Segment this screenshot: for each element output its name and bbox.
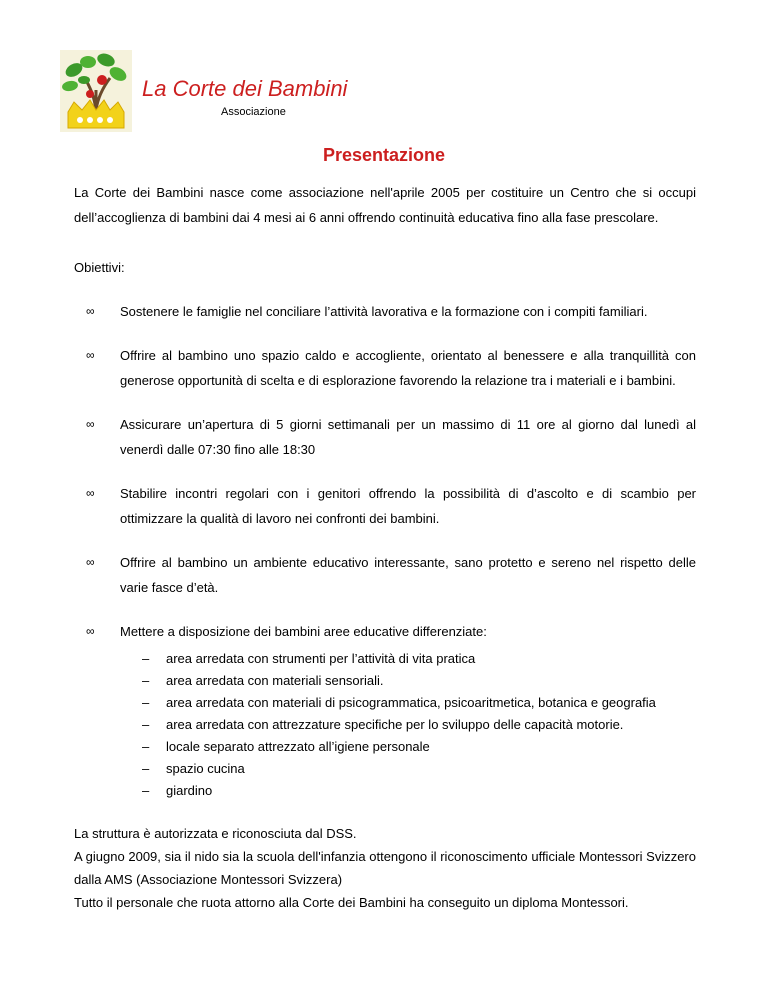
dash-icon: – bbox=[142, 761, 150, 776]
area-item: – area arredata con attrezzature specifiche per lo sviluppo delle capacità motorie. bbox=[120, 714, 696, 736]
area-item: – giardino bbox=[120, 780, 696, 802]
closing-line: Tutto il personale che ruota attorno alla Corte dei Bambini ha conseguito un diploma Montessori. bbox=[74, 895, 629, 910]
brand-subtitle: Associazione bbox=[221, 106, 286, 118]
dash-icon: – bbox=[142, 695, 150, 710]
closing-line: A giugno 2009, sia il nido sia la scuola dell'infanzia ottengono il riconoscimento ufficiale Montessori Svizzero dalla AMS (Associazione Montessori Svizzera) bbox=[74, 849, 696, 887]
list-item: ∞ Offrire al bambino un ambiente educativo interessante, sano protetto e sereno nel rispetto delle varie fasce d’età. bbox=[74, 550, 696, 600]
list-item: ∞ Assicurare un’apertura di 5 giorni settimanali per un massimo di 11 ore al giorno dal lunedì al venerdì dalle 07:30 fino alle 18:30 bbox=[74, 412, 696, 462]
list-item: ∞ Mettere a disposizione dei bambini aree educative differenziate: – area arredata con strumenti per l’attività di vita pratica – area arredata con materiali sensoriali. – area arredata con materiali di psicogrammatica, psicoaritmetica, botanica e geografia – area arredata con attrezzature specifiche per lo sviluppo delle capacità motorie. – locale separato attrezzato all’igiene personale – spazio cucina – giardino bbox=[74, 619, 696, 802]
bullet-icon: ∞ bbox=[86, 348, 95, 362]
dash-icon: – bbox=[142, 717, 150, 732]
objectives-list bbox=[74, 299, 696, 802]
areas-list bbox=[120, 648, 696, 802]
bullet-icon: ∞ bbox=[86, 555, 95, 569]
dash-icon: – bbox=[142, 673, 150, 688]
page-title: Presentazione bbox=[322, 145, 446, 165]
closing-line: La struttura è autorizzata e riconosciuta dal DSS. bbox=[74, 826, 357, 841]
area-item: – area arredata con strumenti per l’attività di vita pratica bbox=[120, 648, 696, 670]
bullet-icon: ∞ bbox=[86, 624, 95, 638]
bullet-icon: ∞ bbox=[86, 417, 95, 431]
area-item: – spazio cucina bbox=[120, 758, 696, 780]
document-body bbox=[74, 180, 696, 914]
bullet-icon: ∞ bbox=[86, 486, 95, 500]
tree-crown-logo-icon bbox=[60, 50, 132, 132]
objectives-label: Obiettivi: bbox=[74, 260, 125, 275]
bullet-icon: ∞ bbox=[86, 304, 95, 318]
list-item: ∞ Sostenere le famiglie nel conciliare l’attività lavorativa e la formazione con i compiti familiari. bbox=[74, 299, 696, 324]
area-item: – locale separato attrezzato all’igiene personale bbox=[120, 736, 696, 758]
list-item: ∞ Offrire al bambino uno spazio caldo e accogliente, orientato al benessere e alla tranquillità con generose opportunità di scelta e di esplorazione favorendo la relazione tra i materiali e i bambini. bbox=[74, 343, 696, 393]
dash-icon: – bbox=[142, 783, 150, 798]
area-item: – area arredata con materiali di psicogrammatica, psicoaritmetica, botanica e geografia bbox=[120, 692, 696, 714]
list-item: ∞ Stabilire incontri regolari con i genitori offrendo la possibilità di d’ascolto e di scambio per ottimizzare la qualità di lavoro nei confronti dei bambini. bbox=[74, 481, 696, 531]
intro-paragraph: La Corte dei Bambini nasce come associazione nell'aprile 2005 per costituire un Centro che si occupi dell’accoglienza di bambini dai 4 mesi ai 6 anni offrendo continuità educativa fino alla fase prescolare. bbox=[74, 185, 696, 225]
area-item: – area arredata con materiali sensoriali. bbox=[120, 670, 696, 692]
brand-title: La Corte dei Bambini bbox=[142, 76, 348, 101]
dash-icon: – bbox=[142, 739, 150, 754]
closing-section bbox=[74, 822, 696, 914]
dash-icon: – bbox=[142, 651, 150, 666]
